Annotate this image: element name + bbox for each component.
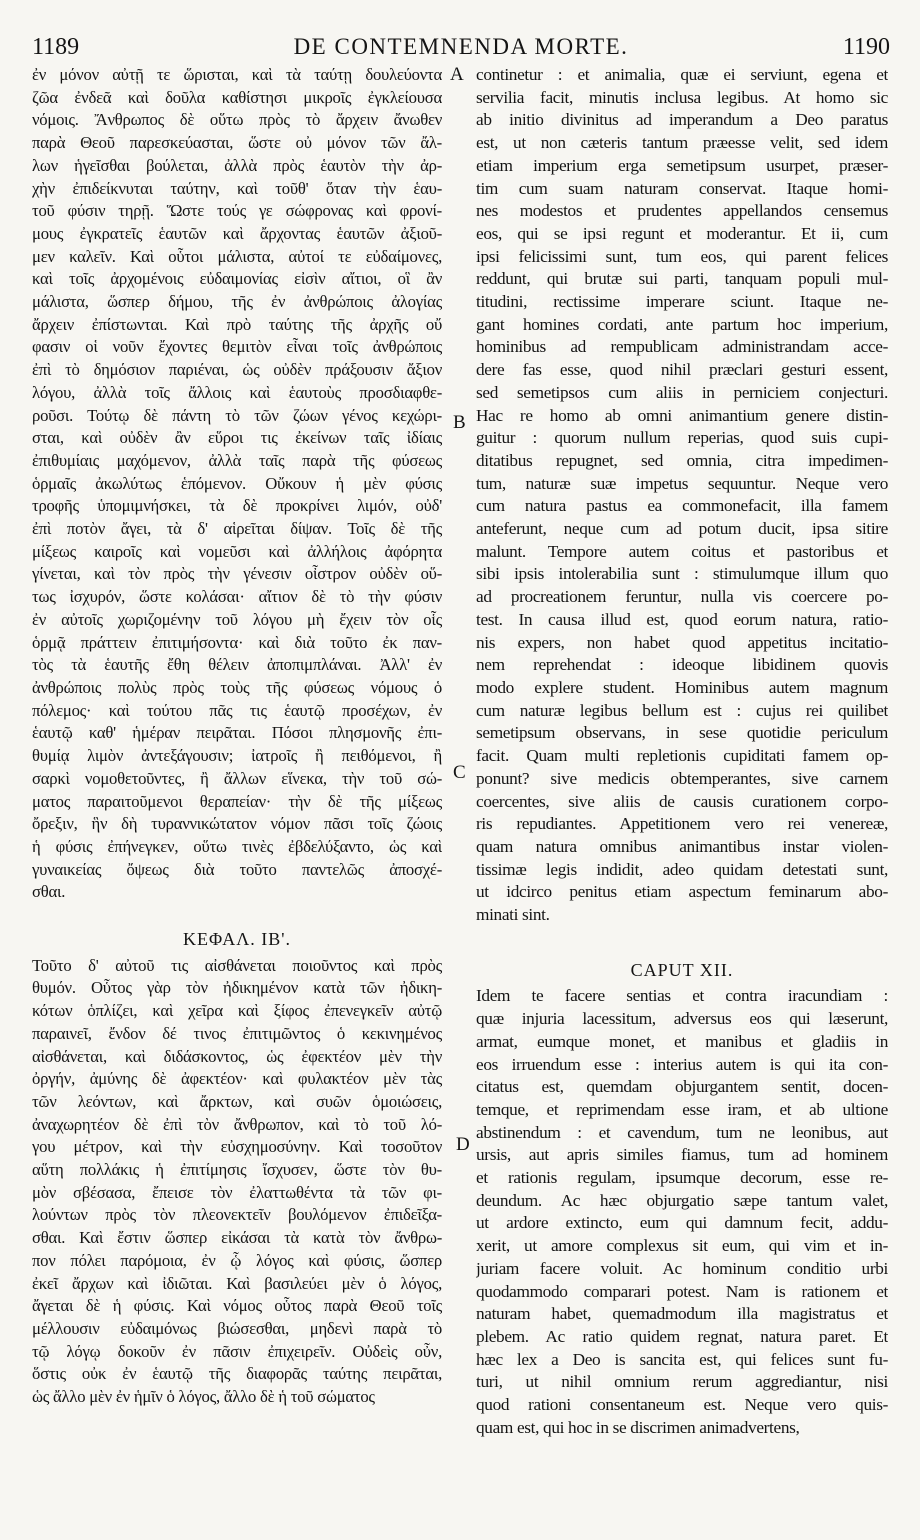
- text-line: τῷ λόγῳ δοκοῦν ἐν πᾶσιν ἐπιχειρεῖν. Οὐδεὶς οὖν,: [32, 1341, 442, 1361]
- text-line: καὶ τοῖς ἀρχομένοις εὐδαιμονίας εἰσὶν αἴτιοι, οἳ ἂν: [32, 269, 442, 289]
- text-line: ματος παραιτοῦμενοι θεραπείαν· τὴν δὲ τῆς μίξεως: [32, 791, 442, 811]
- text-line: est, ut non cæteris tantum præesse velit, sed idem: [476, 133, 888, 153]
- text-line: reddunt, qui brutæ sui parti, tanquam populi mul-: [476, 269, 888, 289]
- greek-text-part1: [32, 64, 442, 924]
- text-line: tim cum suam naturam conservat. Itaque homi-: [476, 178, 888, 198]
- text-line: ἐπιθυμίαις μαχόμενον, ἀλλὰ ταῖς παρὰ τῆς φύσεως: [32, 450, 442, 470]
- text-line: ipsi felicissimi sunt, tum eos, qui parent felices: [476, 246, 888, 266]
- text-line: μάλιστα, ὥσπερ δήμου, τῆς ἐν ἀνθρώποις ἀλογίας: [32, 292, 442, 312]
- text-line: anteferunt, neque cum ad potum ducit, ipsa sitire: [476, 519, 888, 539]
- text-line: ditatibus repugnet, sed omnia, citra impedimen-: [476, 450, 888, 470]
- text-line: λων ἡγεῖσθαι βούλεται, ἀλλὰ πρὸς ἑαυτὸν τὴν ἀρ-: [32, 155, 442, 175]
- text-line: quam est, qui hoc in se discrimen animadvertens,: [476, 1417, 800, 1437]
- text-line: cum naturæ legibus bellum est : cujus rei quilibet: [476, 700, 888, 720]
- margin-marker-b: B: [453, 412, 466, 433]
- text-line: dere fas esse, quod nihil præclari gesturi essent,: [476, 360, 888, 380]
- text-line: ris repudiantes. Appetitionem vero rei venereæ,: [476, 814, 888, 834]
- text-line: μὸν σβέσασα, ἔπεισε τὸν ἐλαττωθέντα τὰ τῶν φι-: [32, 1182, 442, 1202]
- text-line: θυμίᾳ λιμὸν ἀντεξάγουσιν; ἰατροῖς ἢ πειθόμενοι, ἢ: [32, 746, 442, 766]
- running-title: DE CONTEMNENDA MORTE.: [293, 34, 629, 59]
- text-line: ἡ φύσις ἐπήνεγκεν, οὕτω τινὲς ἐβδελύξαντο, ὡς καὶ: [32, 836, 442, 856]
- text-line: titudini, rectissime imperare sciunt. Itaque ne-: [476, 292, 888, 312]
- text-line: ἄρχειν ἐπίστωνται. Καὶ πρὸ ταύτης τῆς ἀρχῆς οὔ: [32, 314, 442, 334]
- text-line: citatus est, quemdam objurgantem sentit, docen-: [476, 1077, 888, 1097]
- text-line: deundum. Ac hæc objurgatio sæpe tantum valet,: [476, 1190, 888, 1210]
- text-line: σαρκὶ νομοθετοῦντες, ἢ ἄλλων εἵνεκα, τὴν τοῦ σώ-: [32, 768, 442, 788]
- text-line: μεν καλεῖν. Καὶ οὗτοι μάλιστα, αὐτοί τε εὐδαίμονες,: [32, 246, 442, 266]
- text-line: Τοῦτο δ' αὐτοῦ τις αἰσθάνεται ποιοῦντος καὶ πρὸς: [32, 955, 442, 975]
- text-line: guitur : quorum nullum reperias, quod suis cupi-: [476, 428, 888, 448]
- text-line: turi, ut nihil omnium rerum aggrediantur, nisi: [476, 1372, 888, 1392]
- text-line: φασιν οἱ νοῦν ἔχοντες θεμιτὸν εἶναι τοῖς ἀνθρώποις: [32, 337, 442, 357]
- text-line: τροφῆς ὑπομιμνήσκει, τὰ δὲ προκρίνει λιμόν, οὐδ': [32, 496, 442, 516]
- text-line: servilia facit, minutis inclusa legibus. At homo sic: [476, 87, 888, 107]
- text-line: ἄγεται δὲ ἡ φύσις. Καὶ νόμος οὗτος παρὰ Θεοῦ τοῖς: [32, 1296, 442, 1316]
- text-line: test. In causa illud est, quod eorum natura, ratio-: [476, 609, 888, 629]
- latin-text-part2: [476, 985, 888, 1439]
- text-line: ἐπὶ ποτὸν ἄγει, τὰ δ' αἱρεῖται δίψαν. Τοῖς δὲ τῆς: [32, 519, 442, 539]
- text-line: μους ἐγκρατεῖς ἑαυτῶν καὶ ἄρχοντας ἑαυτῶν ἀξιοῦ-: [32, 223, 442, 243]
- text-line: πόλεμος· καὶ τούτου πᾶς τις ἑαυτῷ προσέχων, ἐν: [32, 700, 442, 720]
- margin-marker-a: A: [450, 64, 464, 85]
- text-line: cum natura pastus ea commonefacit, illa famem: [476, 496, 888, 516]
- text-line: Hac re homo ab omni animantium genere distin-: [476, 405, 888, 425]
- text-line: armat, eumque monet, et manibus et gladiis in: [476, 1031, 888, 1051]
- text-line: ὄρεξιν, ἣν δὴ τυραννικώτατον νόμον πᾶσι τοῖς ζώοις: [32, 814, 442, 834]
- text-line: γυναικείας ὄψεως διὰ τοῦτο παντελῶς ἀποσχέ-: [32, 859, 442, 879]
- text-line: temque, et reprimendam esse iram, et ab ultione: [476, 1099, 888, 1119]
- text-line: τοῦ φύσιν τηρῇ. Ὥστε τούς γε σώφρονας καὶ φρονί-: [32, 201, 442, 221]
- text-line: nis expers, non habet quod appetitus incitatio-: [476, 632, 888, 652]
- text-line: σθαι.: [32, 882, 66, 902]
- text-line: αὕτη πολλάκις ἡ ἐπιτίμησις ἴσχυσεν, ὥστε τὸν θυ-: [32, 1160, 442, 1180]
- text-line: παραινεῖ, ἔνδον δέ τινος ἐπιτιμῶντος ὁ κεκινημένος: [32, 1023, 442, 1043]
- text-line: κότων ὁπλίζει, καὶ χεῖρα καὶ ξίφος ἐπενεγκεῖν αὐτῷ: [32, 1001, 442, 1021]
- text-line: ἐπὶ τὸ δημόσιον παριέναι, ὡς οὐδὲν πράξουσιν ἄξιον: [32, 360, 442, 380]
- text-line: ἐκεῖ ἄρχων καὶ ἰδιῶται. Καὶ βασιλεύει μὲν ὁ λόγος,: [32, 1273, 442, 1293]
- text-line: hæc lex a Deo is sancita est, qui felices sunt fu-: [476, 1349, 888, 1369]
- text-line: ὀργήν, ἀμύνης δὲ ἀφεκτέον· καὶ φυλακτέον μὲν τὰς: [32, 1069, 442, 1089]
- text-line: ζῶα ἐνδεᾶ καὶ δοῦλα καθίστησι μικροῖς ἐγκλείουσα: [32, 87, 442, 107]
- text-line: ἀναχωρητέον δὲ ἐπὶ τὸν ἄνθρωπον, καὶ τὸ τοῦ λό-: [32, 1114, 442, 1134]
- text-line: ἑαυτῷ καθ' ἡμέραν πειρᾶται. Πόσοι πλησμονῆς ἐπι-: [32, 723, 442, 743]
- text-line: τως ἰσχυρόν, ὥστε κολάσαι· αἴτιον δὲ τὸ τὴν φύσιν: [32, 587, 442, 607]
- greek-chapter-heading: ΚΕΦΑΛ. ΙΒ'.: [182, 929, 292, 950]
- text-line: λούντων πρὸς τὸν πλεονεκτεῖν βουλόμενον ἐπιδεῖξα-: [32, 1205, 442, 1225]
- text-line: eos, qui se ipsi regunt et moderantur. Et ii, cum: [476, 223, 888, 243]
- text-line: πον πόλει παρόμοια, ἐν ᾧ λόγος καὶ φύσις, ὥσπερ: [32, 1250, 442, 1270]
- text-line: facit. Quam multi repletionis cupiditati famem op-: [476, 746, 888, 766]
- text-line: coercentes, sive aliis de causis curationem corpo-: [476, 791, 888, 811]
- text-line: minati sint.: [476, 905, 550, 925]
- text-line: σται, καὶ οὐδὲν ἂν εὕροι τις ἐκείνων ταῖς ἰδίαις: [32, 428, 442, 448]
- text-line: παρὰ Θεοῦ παρεσκεύασται, ὥστε οὐ μόνον τῶν ἄλ-: [32, 133, 442, 153]
- text-line: χὴν ἐπιδείκνυται ταύτην, καὶ τοῦθ' ὅταν τὴν ἑαυ-: [32, 178, 442, 198]
- text-line: quodammodo comparari potest. Nam is rationem et: [476, 1281, 888, 1301]
- text-line: ἐν μόνον αὐτῇ τε ὥρισται, καὶ τὰ ταύτῃ δουλεύοντα: [32, 65, 442, 84]
- text-line: gant homines cordati, ante partum hoc imperium,: [476, 314, 888, 334]
- text-line: λόγου, ἀλλὰ τοῖς ἄλλοις καὶ ἑαυτοὺς προσδιαφθε-: [32, 382, 442, 402]
- text-line: μίξεως καιροῖς καὶ νομεῦσι καὶ ἀλλήλοις ἀφόρητα: [32, 541, 442, 561]
- margin-marker-c: C: [453, 762, 466, 783]
- text-line: ad procreationem feruntur, nulla vis coercere po-: [476, 587, 888, 607]
- text-line: μέλλουσιν εὐδαιμόνως βιώσεσθαι, μηδενὶ παρὰ τὸ: [32, 1318, 442, 1338]
- running-header: [32, 34, 890, 68]
- text-line: plebem. Ac ratio quidem regnat, natura paret. Et: [476, 1326, 888, 1346]
- text-line: abstinendum : et cavendum, tum ne leonibus, aut: [476, 1122, 888, 1142]
- text-line: eos irruendum esse : interius autem is qui ita con-: [476, 1054, 888, 1074]
- text-line: σθαι. Καὶ ἔστιν ὥσπερ εἰκάσαι τὰ κατὰ τὸν ἄνθρω-: [32, 1228, 442, 1248]
- greek-column: [32, 64, 442, 1534]
- text-line: sibi ipsis intolerabilia sunt : stimulumque illum quo: [476, 564, 888, 584]
- text-line: nes modestos et prudentes appellandos censemus: [476, 201, 888, 221]
- text-line: nem reprehendat : ideoque libidinem quovis: [476, 655, 888, 675]
- margin-marker-d: D: [456, 1134, 470, 1155]
- text-line: νόμοις. Ἄνθρωπος δὲ οὕτω πρὸς τὸ ἄρχειν ἄνωθεν: [32, 110, 442, 130]
- text-line: τῶν λεόντων, καὶ ἄρκτων, καὶ συῶν ὁμοιώσεις,: [32, 1091, 442, 1111]
- text-line: ὁρμᾷ πράττειν ἐπιτιμήσοντα· καὶ διὰ τοῦτο ἐκ παν-: [32, 632, 442, 652]
- page-number-right: 1190: [842, 34, 890, 60]
- text-line: θυμόν. Οὗτος γὰρ τὸν ἠδικημένον κατὰ τῶν ἠδικη-: [32, 978, 442, 998]
- text-line: ut ardore extincto, eum qui damnum fecit, addu-: [476, 1213, 888, 1233]
- text-line: Idem te facere sentias et contra iracundiam :: [476, 986, 888, 1006]
- text-line: malunt. Tempore autem coitus et pastoribus et: [476, 541, 888, 561]
- text-line: ut idcirco penitus etiam aspectum feminarum abo-: [476, 882, 888, 902]
- greek-text-part2: [32, 955, 442, 1409]
- text-line: naturam habet, quemadmodum illa magistratus et: [476, 1304, 888, 1324]
- text-line: ponunt? sive medicis obtemperantes, sive carnem: [476, 768, 888, 788]
- text-line: quod rationi consentaneum est. Neque vero quis-: [476, 1395, 888, 1415]
- text-line: continetur : et animalia, quæ ei serviunt, egena et: [476, 65, 888, 84]
- text-line: αἰσθάνεται, καὶ διδάσκοντος, ὡς ἐφεκτέον μὲν τὴν: [32, 1046, 442, 1066]
- text-line: ἀνθρώποις πολὺς πρὸς τοὺς τῆς φύσεως νόμους ὁ: [32, 677, 442, 697]
- text-line: γου μέτρον, καὶ τὴν εὐσχημοσύνην. Καὶ τοσοῦτον: [32, 1137, 442, 1157]
- text-line: τὸς τὰ ἑαυτῆς ἔθη θέλειν ἀποπιμπλάναι. Ἀλλ' ἐν: [32, 655, 442, 675]
- latin-text-part1: [476, 64, 888, 947]
- text-line: ὅστις οὐκ ἐν ἑαυτῷ τῆς διαφορᾶς ταύτης πειρᾶται,: [32, 1364, 442, 1384]
- latin-column: [476, 64, 888, 1534]
- text-line: et rationis regulam, ipsumque decorum, esse re-: [476, 1168, 888, 1188]
- text-line: ὡς ἄλλο μὲν ἐν ἡμῖν ὁ λόγος, ἄλλο δὲ ἡ τοῦ σώματος: [32, 1387, 375, 1407]
- page-number-left: 1189: [32, 34, 80, 60]
- text-line: xerit, ut amore complexus sit eum, qui vim et in-: [476, 1236, 888, 1256]
- text-line: tum, naturæ suæ impetus sequuntur. Neque vero: [476, 473, 888, 493]
- text-line: γίνεται, καὶ τὸν πρὸς τὴν γένεσιν οἶστρον οὐδὲν οὕ-: [32, 564, 442, 584]
- text-line: etiam imperium erga semetipsum usurpet, præser-: [476, 155, 888, 175]
- text-line: ροῦσι. Τούτῳ δὲ πάντη τὸ τῶν ζώων γένος κεχώρι-: [32, 405, 442, 425]
- latin-chapter-heading: CAPUT XII.: [630, 959, 734, 980]
- text-line: ab initio divinitus ad imperandum a Deo paratus: [476, 110, 888, 130]
- text-line: modo explere student. Hominibus autem magnum: [476, 677, 888, 697]
- text-line: ἐν αὐτοῖς χωριζομένην τοῦ λόγου μὴ ἔχειν τὸν οἷς: [32, 609, 442, 629]
- text-line: juriam facere voluit. Ac hominum conditio urbi: [476, 1258, 888, 1278]
- text-line: quæ injuria lacessitum, adversus eos qui læserunt,: [476, 1009, 888, 1029]
- text-line: ὁρμαῖς ἀκωλύτως ἑπόμενον. Οὔκουν ἡ μὲν φύσις: [32, 473, 442, 493]
- text-line: sed semetipsos cum aliis in perniciem conjecturi.: [476, 382, 888, 402]
- text-line: hominibus ad rempublicam administrandam acce-: [476, 337, 888, 357]
- text-line: quam natura omnibus animantibus instar violen-: [476, 836, 888, 856]
- text-line: semetipsum observans, in sese quotidie periculum: [476, 723, 888, 743]
- text-line: tissimæ legis indidit, adeo quidam detestati sunt,: [476, 859, 888, 879]
- text-line: ursis, aut apris similes fiamus, tum ad hominem: [476, 1145, 888, 1165]
